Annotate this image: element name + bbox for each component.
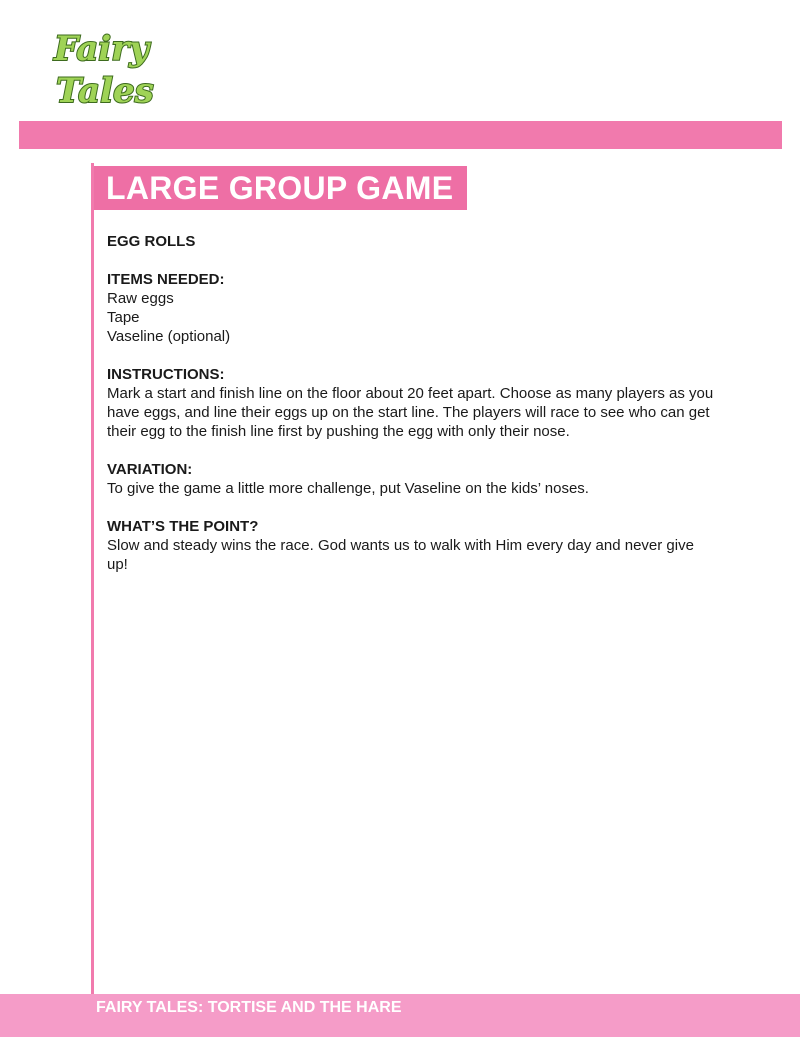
footer-title: FAIRY TALES: TORTISE AND THE HARE (96, 999, 402, 1016)
list-item: Tape (107, 309, 140, 326)
variation-text: To give the game a little more challenge, put Vaseline on the kids’ noses. (107, 480, 589, 497)
variation-heading: VARIATION: (107, 461, 193, 478)
logo-word-tales: Tales (56, 71, 154, 111)
section-title: LARGE GROUP GAME (94, 166, 467, 210)
side-rule (91, 163, 94, 998)
game-name-block (107, 232, 717, 251)
instructions-block (107, 365, 717, 441)
list-item: Vaseline (optional) (107, 328, 231, 345)
point-text: Slow and steady wins the race. God wants us to walk with Him every day and never give up! (107, 537, 694, 573)
game-name: EGG ROLLS (107, 233, 196, 250)
point-block (107, 517, 717, 574)
list-item: Raw eggs (107, 290, 174, 307)
fairy-tales-logo (50, 22, 154, 112)
items-heading: ITEMS NEEDED: (107, 271, 225, 288)
variation-block (107, 460, 717, 498)
header-band (19, 121, 782, 149)
items-block (107, 270, 717, 346)
point-heading: WHAT’S THE POINT? (107, 518, 259, 535)
game-content (107, 232, 717, 593)
items-list (107, 289, 717, 346)
instructions-heading: INSTRUCTIONS: (107, 366, 225, 383)
instructions-text: Mark a start and finish line on the floor about 20 feet apart. Choose as many players as you have eggs, and line their eggs up on the start line. The players will race to see who can get their egg to the finish line first by pushing the egg with only their nose. (107, 385, 714, 440)
logo-word-fairy: Fairy (54, 29, 149, 69)
